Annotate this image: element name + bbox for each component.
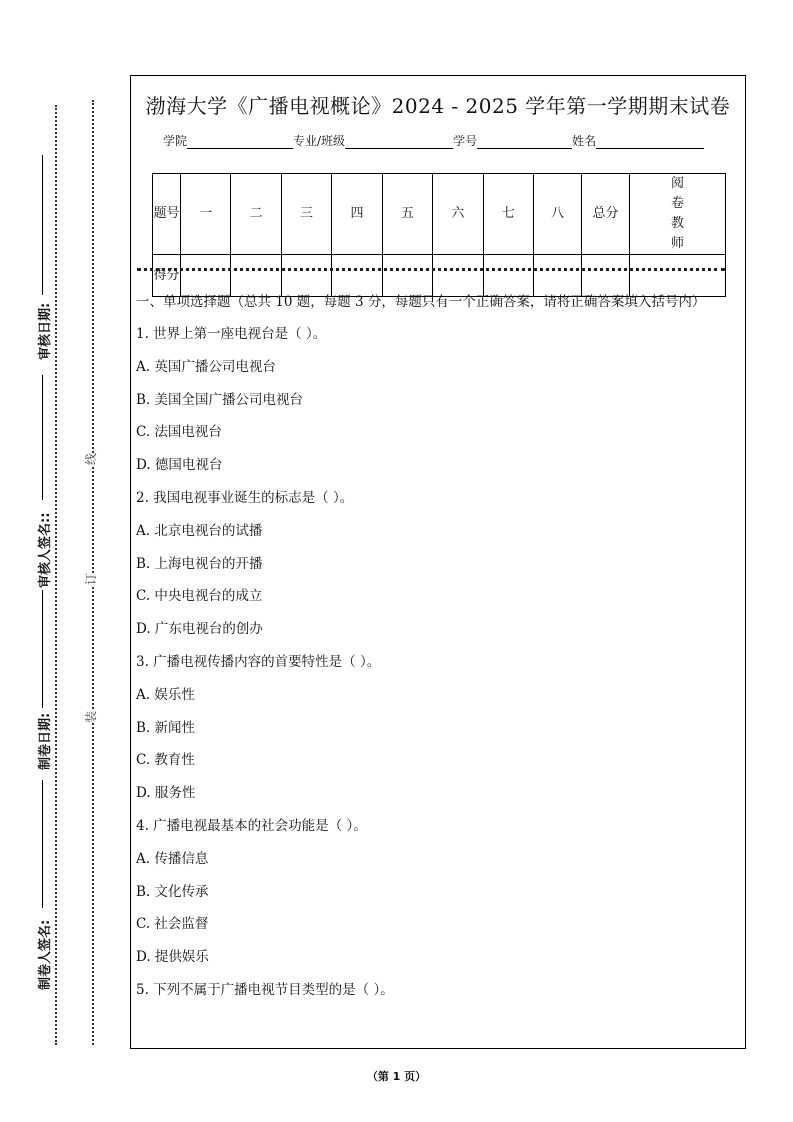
reviewer-sign-label: 审核人签名:: bbox=[38, 512, 53, 588]
score-cell[interactable] bbox=[231, 255, 281, 297]
header-cell: 六 bbox=[433, 174, 483, 255]
student-id-blank[interactable] bbox=[477, 135, 572, 149]
question-stem: 1. 世界上第一座电视台是（ ）。 bbox=[136, 326, 327, 342]
header-cell: 四 bbox=[332, 174, 382, 255]
questions-section bbox=[136, 292, 736, 1013]
maker-sign-label: 制卷人签名: bbox=[38, 919, 53, 990]
question-option: D. 德国电视台 bbox=[136, 457, 223, 474]
dotted-separator bbox=[137, 268, 725, 271]
score-cell[interactable] bbox=[181, 255, 231, 297]
binding-dotted-line-outer bbox=[55, 105, 57, 1045]
header-cell: 三 bbox=[281, 174, 331, 255]
install-glyph: 装 bbox=[84, 710, 99, 724]
exam-page-frame bbox=[130, 75, 746, 1049]
row-label-score: 得分 bbox=[153, 255, 181, 297]
question-option: A. 传播信息 bbox=[136, 850, 209, 867]
bind-glyph: 订 bbox=[84, 572, 99, 586]
header-cell: 阅卷教师 bbox=[630, 174, 726, 255]
question-option: D. 服务性 bbox=[136, 785, 196, 802]
name-label: 姓名 bbox=[572, 134, 597, 148]
student-info-row bbox=[163, 132, 704, 149]
header-cell: 一 bbox=[181, 174, 231, 255]
maker-sign-blank bbox=[42, 780, 43, 908]
question-stem: 4. 广播电视最基本的社会功能是（ ）。 bbox=[136, 817, 367, 834]
college-blank[interactable] bbox=[187, 135, 293, 149]
header-cell: 五 bbox=[382, 174, 432, 255]
make-date-blank bbox=[42, 590, 43, 708]
major-blank[interactable] bbox=[345, 135, 453, 149]
score-cell[interactable] bbox=[534, 255, 582, 297]
make-date-label: 制卷日期: bbox=[38, 712, 53, 770]
major-label: 专业/班级 bbox=[293, 134, 346, 148]
header-cell: 八 bbox=[534, 174, 582, 255]
score-cell[interactable] bbox=[332, 255, 382, 297]
score-cell[interactable] bbox=[382, 255, 432, 297]
header-cell: 二 bbox=[231, 174, 281, 255]
score-cell[interactable] bbox=[433, 255, 483, 297]
question-option: D. 提供娱乐 bbox=[136, 949, 209, 966]
college-label: 学院 bbox=[163, 134, 188, 148]
question-stem: 2. 我国电视事业诞生的标志是（ ）。 bbox=[136, 489, 354, 506]
score-cell[interactable] bbox=[281, 255, 331, 297]
line-glyph: 线 bbox=[84, 452, 99, 466]
question-option: C. 教育性 bbox=[136, 752, 195, 769]
reviewer-sign-blank bbox=[42, 375, 43, 500]
question-stem: 3. 广播电视传播内容的首要特性是（ ）。 bbox=[136, 653, 381, 670]
question-option: A. 英国广播公司电视台 bbox=[136, 358, 276, 375]
question-option: C. 法国电视台 bbox=[136, 424, 222, 441]
question-option: A. 娱乐性 bbox=[136, 686, 195, 703]
page-number: （第 1 页） bbox=[366, 1070, 427, 1083]
header-cell: 总分 bbox=[582, 174, 630, 255]
question-option: C. 中央电视台的成立 bbox=[136, 588, 263, 605]
exam-title: 渤海大学《广播电视概论》2024 - 2025 学年第一学期期末试卷 bbox=[145, 94, 731, 118]
question-option: C. 社会监督 bbox=[136, 916, 209, 933]
question-option: B. 新闻性 bbox=[136, 719, 196, 736]
question-option: D. 广东电视台的创办 bbox=[136, 621, 263, 638]
review-date-label: 审核日期: bbox=[38, 302, 53, 360]
question-option: B. 美国全国广播公司电视台 bbox=[136, 391, 304, 408]
question-option: B. 上海电视台的开播 bbox=[136, 555, 263, 572]
name-blank[interactable] bbox=[596, 135, 704, 149]
review-date-blank bbox=[42, 155, 43, 295]
header-cell: 七 bbox=[483, 174, 533, 255]
section-intro: 一、单项选择题（总共 10 题，每题 3 分，每题只有一个正确答案，请将正确答案填入括号内） bbox=[136, 294, 706, 310]
student-id-label: 学号 bbox=[453, 134, 478, 148]
score-table bbox=[152, 173, 726, 297]
score-cell[interactable] bbox=[630, 255, 726, 297]
question-option: B. 文化传承 bbox=[136, 883, 209, 900]
score-cell[interactable] bbox=[483, 255, 533, 297]
score-cell[interactable] bbox=[582, 255, 630, 297]
question-stem: 5. 下列不属于广播电视节目类型的是（ ）。 bbox=[136, 981, 394, 998]
row-label-question-no: 题号 bbox=[153, 174, 181, 255]
question-option: A. 北京电视台的试播 bbox=[136, 522, 263, 539]
